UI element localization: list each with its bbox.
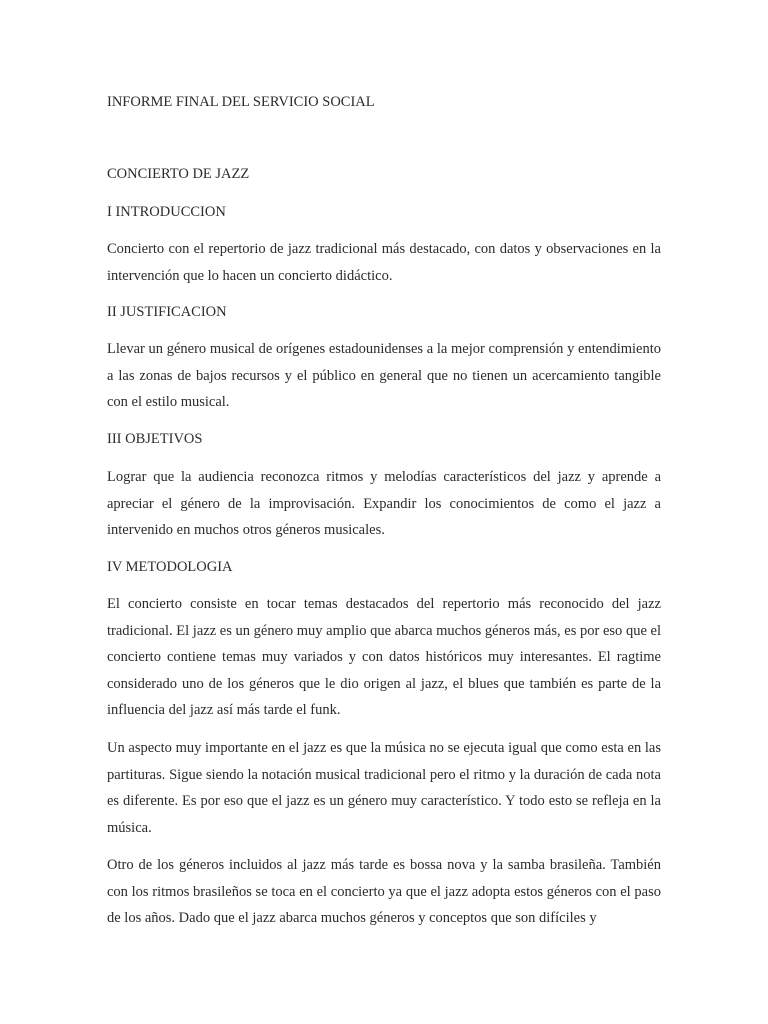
paragraph-metodologia-3: Otro de los géneros incluidos al jazz más tarde es bossa nova y la samba brasileña. También con los ritmos brasileños se toca en el concierto ya que el jazz adopta estos géneros con el paso de los años. Dado que el jazz abarca muchos géneros y conceptos que son difíciles y: [107, 857, 661, 926]
section-heading-objetivos: III OBJETIVOS: [107, 431, 203, 447]
document-title: INFORME FINAL DEL SERVICIO SOCIAL: [107, 94, 375, 110]
section-heading-metodologia: IV METODOLOGIA: [107, 559, 233, 575]
paragraph-metodologia-1: El concierto consiste en tocar temas destacados del repertorio más reconocido del jazz tradicional. El jazz es un género muy amplio que abarca muchos géneros más, es por eso que el concierto contiene temas muy variados y con datos históricos muy interesantes. El ragtime considerado uno de los géneros que le dio origen al jazz, el blues que también es parte de la influencia del jazz así más tarde el funk.: [107, 596, 661, 718]
paragraph-introduccion: Concierto con el repertorio de jazz tradicional más destacado, con datos y observaciones en la intervención que lo hacen un concierto didáctico.: [107, 241, 661, 284]
section-heading-justificacion: II JUSTIFICACION: [107, 304, 227, 320]
document-subtitle: CONCIERTO DE JAZZ: [107, 166, 250, 182]
paragraph-objetivos: Lograr que la audiencia reconozca ritmos y melodías característicos del jazz y aprende a apreciar el género de la improvisación. Expandir los conocimientos de como el jazz a intervenido en muchos otros géneros musicales.: [107, 469, 661, 538]
section-heading-introduccion: I INTRODUCCION: [107, 204, 226, 220]
paragraph-metodologia-2: Un aspecto muy importante en el jazz es que la música no se ejecuta igual que como esta en las partituras. Sigue siendo la notación musical tradicional pero el ritmo y la duración de cada nota es diferente. Es por eso que el jazz es un género muy característico. Y todo esto se refleja en la música.: [107, 740, 661, 836]
paragraph-justificacion: Llevar un género musical de orígenes estadounidenses a la mejor comprensión y entendimiento a las zonas de bajos recursos y el público en general que no tienen un acercamiento tangible con el estilo musical.: [107, 341, 661, 410]
